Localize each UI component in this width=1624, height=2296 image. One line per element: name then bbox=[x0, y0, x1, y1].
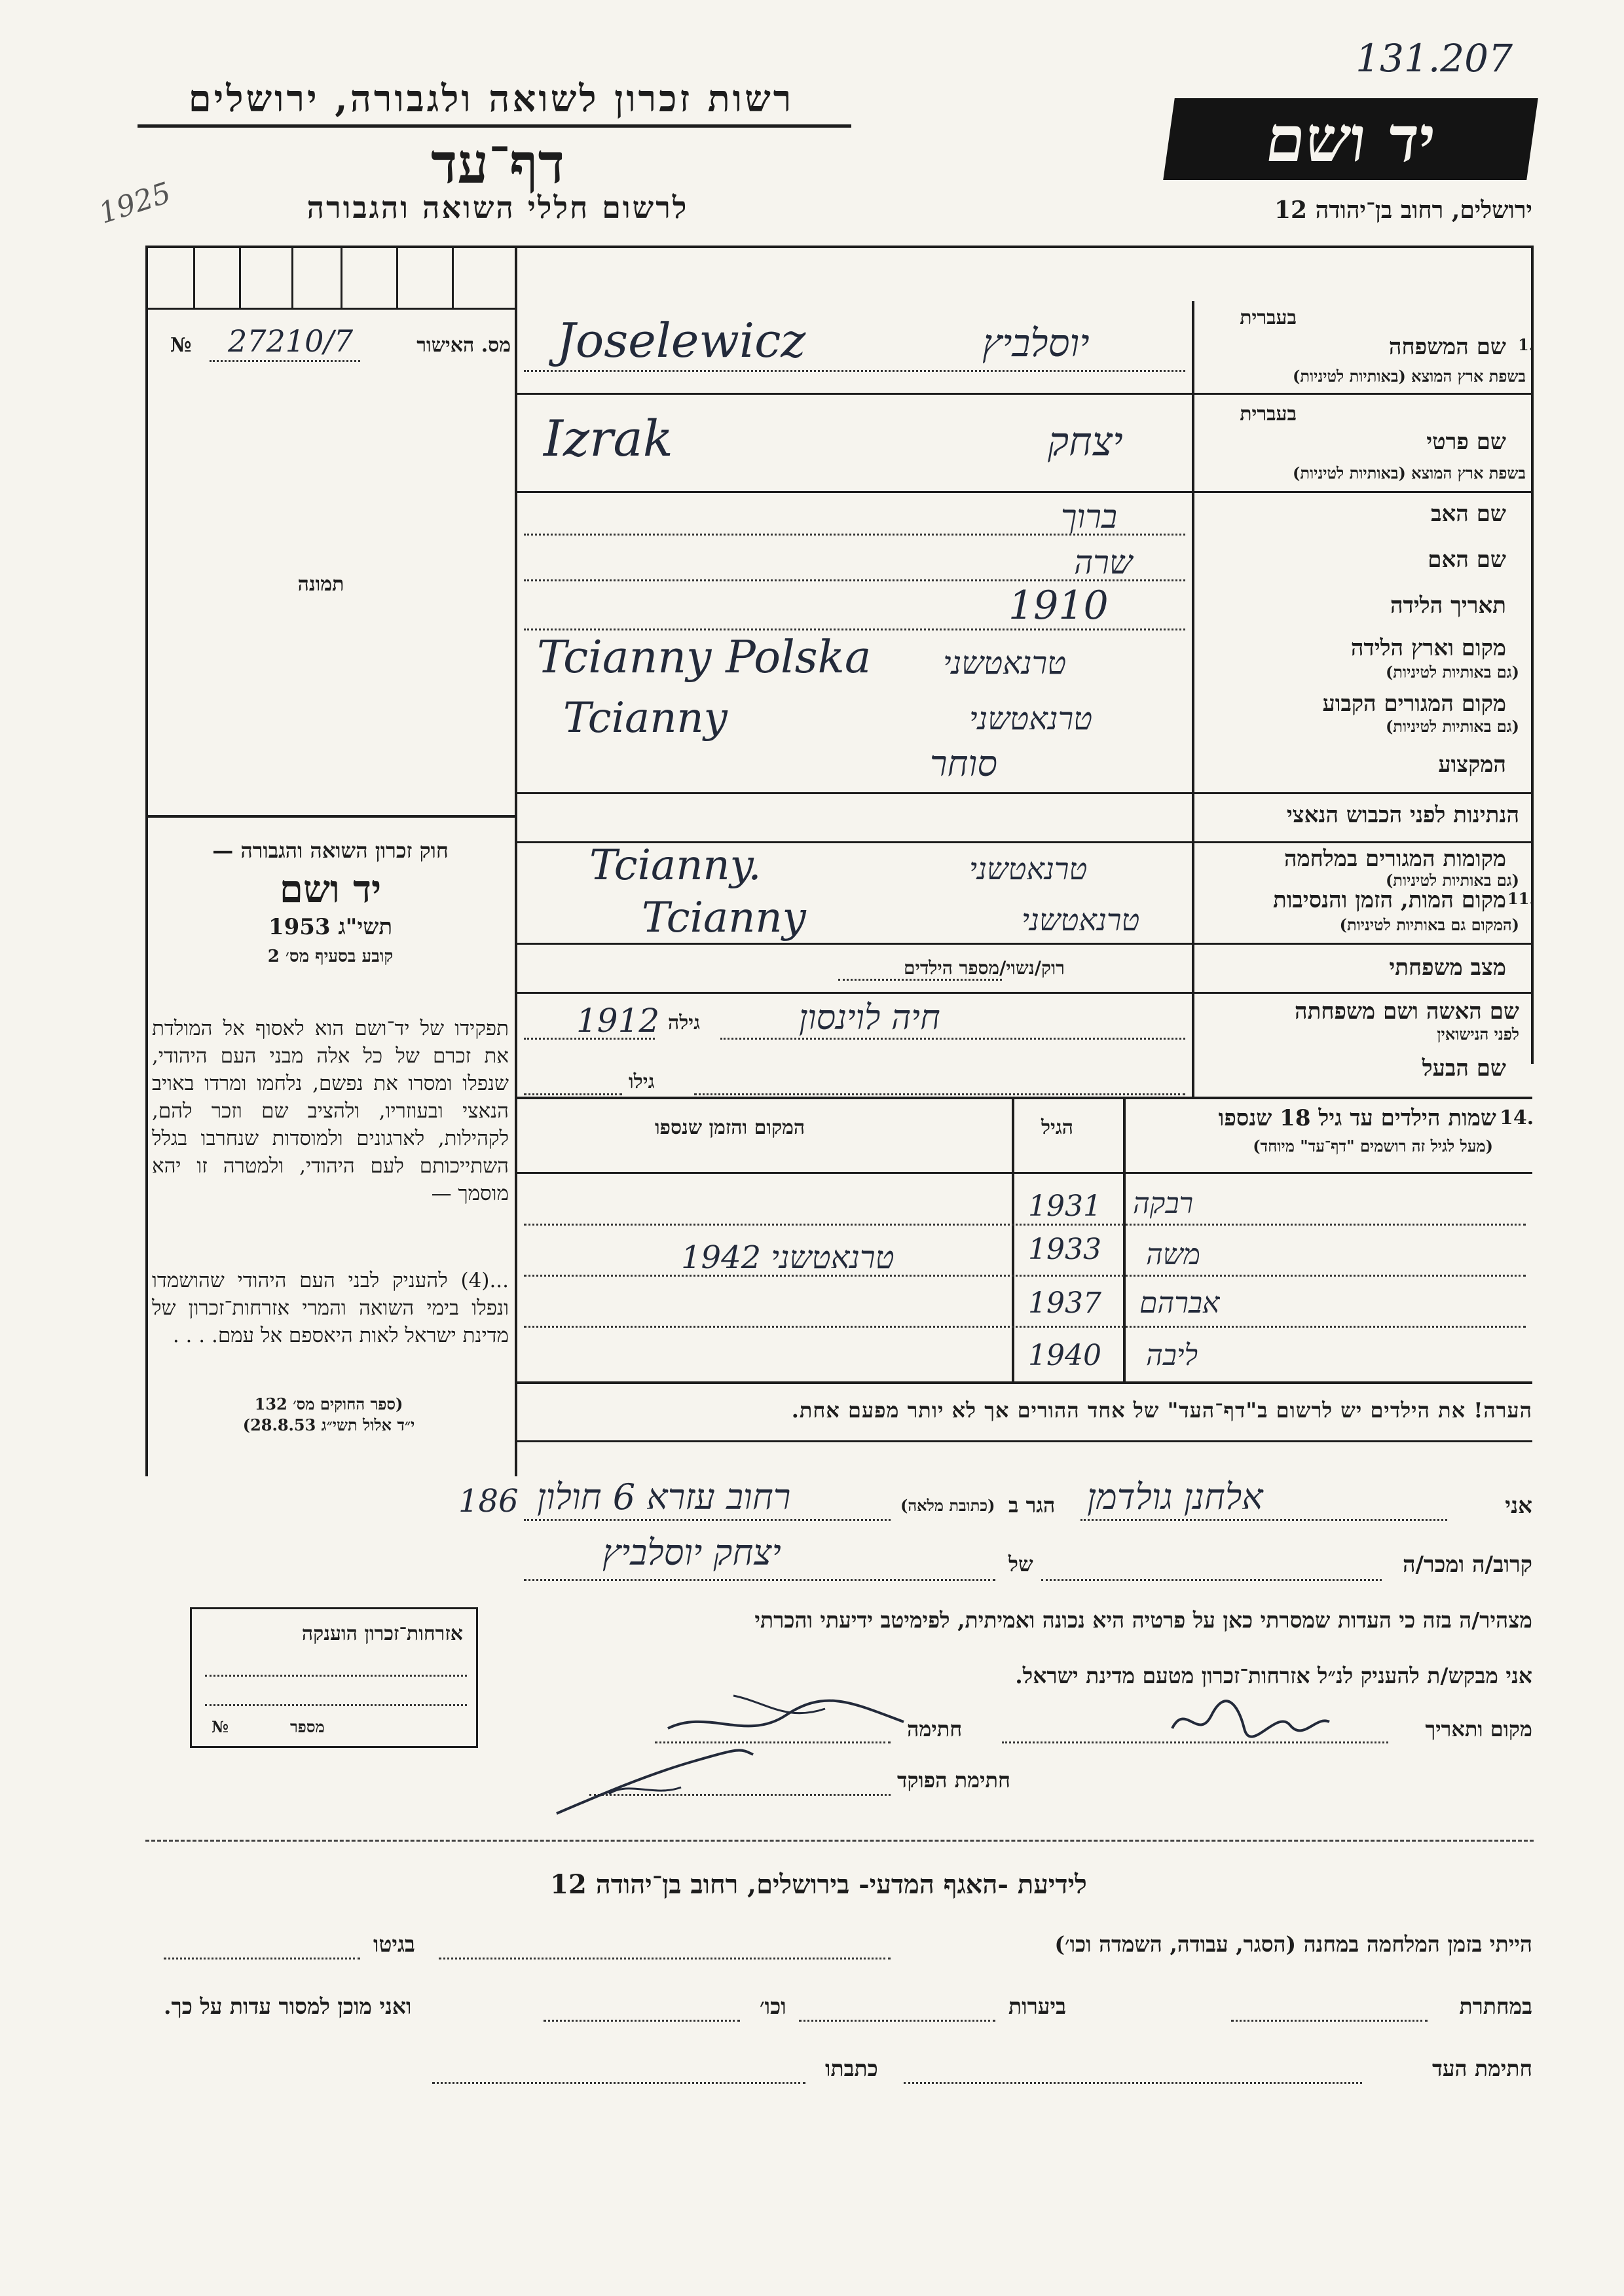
law-source-2: י״ד אלול תשי״ג 28.8.53) bbox=[242, 1415, 415, 1434]
law-block bbox=[152, 838, 509, 966]
declaration-i-label: אני bbox=[1505, 1493, 1532, 1519]
children-remark: הערה! את הילדים יש לרשום ב"דף־העד" של אחד ההורים אך לא יותר מפעם אחת. bbox=[791, 1398, 1532, 1423]
table-row bbox=[517, 1175, 1532, 1226]
declaration-of-value: יצחק יוסלביץ bbox=[602, 1532, 781, 1573]
children-place-header: המקום והזמן שנספו bbox=[655, 1116, 805, 1139]
footer-line1-b: בגיטו bbox=[373, 1931, 415, 1957]
declaration-address-line bbox=[524, 1519, 891, 1521]
reg-no-dots bbox=[210, 360, 360, 362]
declaration-i-line bbox=[1080, 1519, 1447, 1521]
war-residence-latin: Tcianny. bbox=[589, 841, 762, 890]
birth-date-value: 1910 bbox=[1008, 583, 1109, 629]
declaration-relative-line bbox=[1041, 1579, 1382, 1581]
memorial-box-dots-2 bbox=[205, 1704, 467, 1706]
law-year: תשי"ג 1953 bbox=[268, 914, 393, 940]
footer-line1-a: הייתי בזמן המלחמה במחנה (הסגר, עבודה, השמדה וכו׳) bbox=[1054, 1931, 1532, 1957]
footer-line3-dots-b bbox=[432, 2082, 805, 2084]
top-frame-rule bbox=[145, 246, 1534, 248]
profession-value: סוחר bbox=[930, 743, 998, 784]
law-name: יד ושם bbox=[279, 867, 382, 911]
family-name-label: שם המשפחה bbox=[1388, 334, 1506, 360]
margin-note: 1925 bbox=[94, 175, 175, 231]
in-hebrew-label-2: בעברית bbox=[1240, 403, 1297, 426]
grid-col-3 bbox=[291, 246, 293, 308]
death-sub: (המקום גם באותיות לטיניות) bbox=[1339, 915, 1519, 934]
children-title: שמות הילדים עד גיל 18 שנספו bbox=[1218, 1105, 1496, 1131]
footer-line2-dots-b bbox=[799, 2020, 995, 2022]
row-dots bbox=[524, 1326, 1526, 1328]
father-line bbox=[524, 534, 1185, 536]
declaration-statement-2: אני מבקש/ת להעניק לנ״ל אזרחות־זכרון מטעם מדינת ישראל. bbox=[1015, 1663, 1532, 1688]
family-name-latin: Joselewicz bbox=[557, 313, 806, 368]
wife-value: חיה לוינסון bbox=[799, 998, 940, 1038]
child-name: אברהם bbox=[1139, 1286, 1220, 1320]
child-name: רבקה bbox=[1133, 1187, 1194, 1220]
family-name-num: 1. bbox=[1518, 335, 1535, 354]
row-sep-5 bbox=[517, 943, 1532, 945]
right-frame-rule bbox=[1531, 246, 1534, 1064]
mother-value: שרה bbox=[1074, 543, 1133, 581]
mother-line bbox=[524, 579, 1185, 581]
child-age: 1940 bbox=[1028, 1339, 1101, 1372]
child-age: 1933 bbox=[1028, 1233, 1101, 1266]
declaration-of-label: של bbox=[1008, 1552, 1033, 1576]
wife-line bbox=[720, 1038, 1185, 1040]
form-subtitle: לרשום חללי השואה והגבורה bbox=[306, 190, 689, 225]
declaration-address-sub: (כתובת מלאה) bbox=[900, 1496, 995, 1515]
grid-col-1 bbox=[193, 246, 195, 308]
footer-line2-d: ואני מוכן למסור עדות על כך. bbox=[164, 1994, 412, 2019]
memorial-box-title: אזרחות־זכרון הוענקה bbox=[301, 1622, 463, 1645]
registration-number-row bbox=[170, 323, 511, 367]
mother-label: שם האם bbox=[1428, 547, 1506, 573]
first-name-hebrew: יצחק bbox=[1048, 419, 1123, 465]
officer-signature bbox=[550, 1735, 760, 1827]
table-row bbox=[517, 1328, 1532, 1379]
left-column-border-outer bbox=[145, 246, 148, 1476]
header-rule bbox=[138, 124, 851, 128]
footer-separator bbox=[145, 1840, 1534, 1842]
wife-label: שם האשה ושם משפחתה bbox=[1295, 998, 1519, 1025]
law-section: קובע בסעיף מס׳ 2 bbox=[267, 947, 394, 966]
marital-label: מצב משפחתי bbox=[1389, 955, 1506, 981]
row-dots bbox=[524, 1275, 1526, 1277]
father-value: ברוך bbox=[1061, 498, 1118, 536]
row-sep-3 bbox=[517, 792, 1532, 794]
child-age: 1931 bbox=[1028, 1190, 1101, 1223]
marital-line bbox=[838, 979, 1002, 981]
children-header-rule bbox=[517, 1172, 1532, 1174]
footer-line2-dots-c bbox=[544, 2020, 740, 2022]
signature-label: חתימה bbox=[907, 1717, 963, 1741]
footer-title: לידיעת -האגף המדעי- בירושלים, רחוב בן־יהודה 12 bbox=[550, 1869, 1087, 1900]
footer-line2-b: ביערות bbox=[1008, 1994, 1067, 2019]
declaration-address-value: רחוב עזרא 6 חולון bbox=[537, 1476, 791, 1518]
father-label: שם האב bbox=[1431, 501, 1506, 527]
husband-age-line bbox=[524, 1093, 622, 1095]
first-name-label: שם פרטי bbox=[1426, 429, 1506, 455]
law-title: חוק זכרון השואה והגבורה — bbox=[212, 838, 449, 863]
family-name-line bbox=[524, 370, 1185, 372]
children-note: (מעל לגיל זה רושמים "דף־עד" מיוחד) bbox=[1253, 1137, 1493, 1156]
death-latin: Tcianny bbox=[642, 894, 806, 942]
citizenship-label: הנתינות לפני הכבוש הנאצי bbox=[1286, 802, 1519, 828]
table-row bbox=[517, 1226, 1532, 1277]
footer-line2-c: וכו׳ bbox=[760, 1994, 786, 2019]
husband-label: שם הבעל bbox=[1422, 1055, 1506, 1082]
row-sep-1 bbox=[517, 393, 1532, 395]
profession-label: המקצוע bbox=[1438, 752, 1506, 778]
officer-label: חתימת הפוקד bbox=[897, 1768, 1010, 1793]
yad-vashem-logo: יד ושם bbox=[1163, 98, 1538, 180]
husband-line bbox=[694, 1093, 1185, 1095]
footer-line2-dots-a bbox=[1231, 2020, 1428, 2022]
row-dots bbox=[524, 1224, 1526, 1226]
law-text-1: תפקידו של יד־ושם הוא לאסוף אל המולדת את זכרם של כל אלה מבני העם היהודי, שנפלו ומסרו את נפשם, נלחמו ומרדו באויב הנאצי ובעוזריו, ולהציב שם וזכר להם, לקהילות, לארגונים ולמוסדות שנחרבו בגלל השתייכותם לעם היהודי, ולמטרה זו יהא מוסמך — bbox=[152, 1017, 509, 1205]
child-name: משה bbox=[1146, 1238, 1201, 1271]
birth-date-label: תאריך הלידה bbox=[1390, 592, 1506, 619]
declaration-live-in-label: הגר ב bbox=[1008, 1493, 1056, 1518]
first-name-latin: Izrak bbox=[544, 409, 673, 467]
declaration-statement-1: מצהיר/ה בזה כי העדות שמסרתי כאן על פרטיה היא נכונה ואמיתית, לפימיטב ידיעתי והכרתי bbox=[754, 1607, 1532, 1633]
reg-no-sign: № bbox=[170, 334, 192, 357]
family-name-hebrew: יוסלביץ bbox=[982, 321, 1090, 365]
in-hebrew-label-1: בעברית bbox=[1240, 306, 1297, 329]
residence-latin: Tcianny bbox=[563, 694, 728, 742]
child-place: טרנאטשני 1942 bbox=[681, 1239, 895, 1276]
table-row bbox=[517, 1277, 1532, 1328]
footer-line2-a: במחתרת bbox=[1459, 1994, 1532, 2019]
footer-line1-dots-a bbox=[439, 1958, 891, 1959]
label-column-separator bbox=[1192, 301, 1194, 1097]
marital-options: רוק/נשוי/מספר הילדים bbox=[904, 957, 1065, 979]
footer-line3-b: כתבתו bbox=[825, 2056, 878, 2081]
place-date-handwriting bbox=[1166, 1696, 1336, 1748]
memorial-box-no: מספר bbox=[290, 1717, 325, 1736]
wife-sub: לפני הנישואין bbox=[1437, 1025, 1519, 1044]
residence-sub: (גם באותיות לטיניות) bbox=[1385, 717, 1519, 736]
death-label: מקום המות, הזמן והנסיבות bbox=[1272, 887, 1506, 913]
child-age: 1937 bbox=[1028, 1286, 1101, 1320]
header-address: ירושלים, רחוב בן־יהודה 12 bbox=[1274, 196, 1532, 224]
birth-date-line bbox=[524, 629, 1185, 630]
law-source-1: (ספר החוקים מס׳ 132 bbox=[254, 1394, 403, 1413]
grid-row-line bbox=[145, 308, 516, 310]
grid-col-6 bbox=[452, 246, 454, 308]
death-num: 11. bbox=[1507, 889, 1535, 908]
birth-place-latin: Tcianny Polska bbox=[537, 632, 872, 683]
wife-age-line bbox=[524, 1038, 655, 1040]
reg-no-label: מס. האישור bbox=[416, 334, 511, 357]
stamp-number: 131.207 bbox=[1356, 36, 1513, 81]
husband-age-label: גילו bbox=[629, 1070, 655, 1093]
children-title-num: 14. bbox=[1500, 1106, 1534, 1129]
memorial-box-sign: № bbox=[212, 1717, 229, 1736]
memorial-box-dots-1 bbox=[205, 1675, 467, 1677]
children-bottom-rule bbox=[517, 1381, 1532, 1384]
wife-age-label: גילה bbox=[668, 1011, 701, 1034]
war-residence-label: מקומות המגורים במלחמה bbox=[1283, 846, 1506, 872]
declaration-relative-label: קרוב/ה ומכר/ה bbox=[1403, 1552, 1532, 1578]
grid-col-4 bbox=[341, 246, 342, 308]
grid-col-2 bbox=[239, 246, 241, 308]
row-sep-2 bbox=[517, 491, 1532, 493]
declaration-of-line bbox=[524, 1579, 995, 1581]
law-text-2: ...(4) להעניק לבני העם היהודי שהושמדו ונפלו בימי השואה והמרי אזרחות־זכרון של מדינת ישראל לאות היאספם אל עמם. . . . bbox=[152, 1269, 509, 1347]
footer-line3-dots-a bbox=[904, 2082, 1362, 2084]
photo-bottom-rule bbox=[145, 815, 516, 818]
grid-col-5 bbox=[396, 246, 398, 308]
form-title: דף־עד bbox=[430, 131, 564, 196]
row-sep-6 bbox=[517, 992, 1532, 994]
death-hebrew: טרנאטשני bbox=[1022, 902, 1140, 938]
origin-lang-label-2: בשפת ארץ המוצא (באותיות לטיניות) bbox=[1293, 464, 1526, 483]
children-age-header: הגיל bbox=[1041, 1116, 1074, 1139]
birth-place-label: מקום וארץ הלידה bbox=[1350, 635, 1506, 661]
remark-rule bbox=[517, 1440, 1532, 1442]
memorial-citizenship-box bbox=[190, 1607, 478, 1748]
children-top-rule bbox=[517, 1097, 1532, 1099]
authority-title: רשות זכרון לשואה ולגבורה, ירושלים bbox=[188, 77, 794, 120]
place-date-label: מקום ותאריך bbox=[1425, 1717, 1532, 1741]
children-rows bbox=[517, 1175, 1532, 1381]
war-residence-sub: (גם באותיות לטיניות) bbox=[1385, 871, 1519, 890]
origin-lang-label-1: בשפת ארץ המוצא (באותיות לטיניות) bbox=[1293, 367, 1526, 386]
declaration-i-value: אלחנן גולדמן bbox=[1087, 1476, 1263, 1518]
footer-line1-dots-b bbox=[164, 1958, 360, 1959]
photo-label: תמונה bbox=[297, 573, 344, 596]
birth-place-sub: (גם באותיות לטיניות) bbox=[1385, 663, 1519, 682]
reg-no-value: 27210/7 bbox=[228, 323, 354, 359]
child-name: ליבה bbox=[1146, 1339, 1198, 1372]
war-residence-hebrew: טרנאטשני bbox=[969, 851, 1088, 886]
residence-hebrew: טרנאטשני bbox=[969, 701, 1093, 737]
birth-place-hebrew: טרנאטשני bbox=[943, 645, 1067, 682]
residence-label: מקום המגורים הקבוע bbox=[1322, 691, 1506, 717]
footer-line3-a: חתימת העד bbox=[1431, 2056, 1532, 2081]
wife-age-value: 1912 bbox=[576, 1002, 660, 1040]
declaration-side-number: 186 bbox=[458, 1483, 519, 1520]
